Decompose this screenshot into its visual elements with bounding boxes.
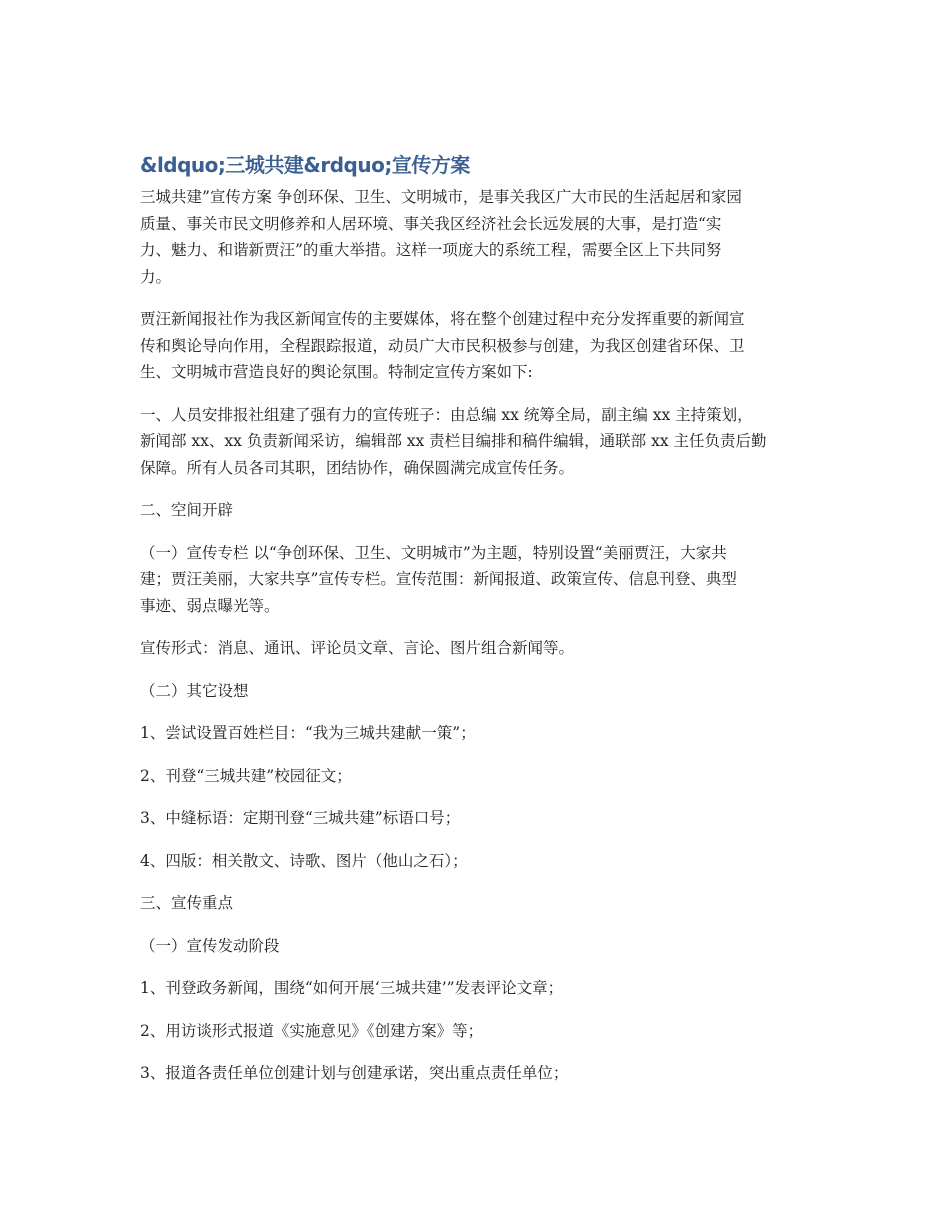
paragraph bbox=[140, 933, 820, 960]
paragraph bbox=[140, 1060, 820, 1087]
text-line: 二、空间开辟 bbox=[140, 501, 234, 519]
paragraph bbox=[140, 497, 820, 524]
text-line: 3、中缝标语：定期刊登“三城共建”标语口号； bbox=[140, 809, 461, 827]
text-line: （一）宣传发动阶段 bbox=[140, 936, 280, 955]
paragraph bbox=[140, 402, 820, 482]
text-line: 2、用访谈形式报道《实施意见》《创建方案》等； bbox=[140, 1021, 484, 1040]
paragraph bbox=[140, 763, 820, 790]
text-line: 4、四版：相关散文、诗歌、图片（他山之石）； bbox=[140, 851, 468, 870]
paragraph bbox=[140, 306, 820, 386]
text-line: 生、文明城市营造良好的舆论氛围。特制定宣传方案如下: bbox=[140, 363, 533, 381]
text-line: 事迹、弱点曝光等。 bbox=[140, 596, 280, 615]
paragraph bbox=[140, 1018, 820, 1045]
text-line: （二）其它设想 bbox=[140, 681, 249, 700]
text-line: 建；贾汪美丽，大家共享”宣传专栏。宣传范围：新闻报道、政策宣传、信息刊登、典型 bbox=[140, 570, 737, 588]
text-line: 三、宣传重点 bbox=[140, 894, 234, 912]
text-line: 2、刊登“三城共建”校园征文； bbox=[140, 766, 352, 785]
text-line: 一、人员安排报社组建了强有力的宣传班子：由总编 xx 统筹全局，副主编 xx 主持策划， bbox=[140, 405, 753, 424]
paragraph bbox=[140, 975, 820, 1002]
text-line: （一）宣传专栏 以“争创环保、卫生、文明城市”为主题，特别设置“美丽贾汪，大家共 bbox=[140, 543, 727, 562]
text-line: 贾汪新闻报社作为我区新闻宣传的主要媒体，将在整个创建过程中充分发挥重要的新闻宣 bbox=[140, 310, 745, 328]
document-body bbox=[140, 184, 820, 1087]
paragraph bbox=[140, 678, 820, 705]
document-page bbox=[140, 150, 820, 1103]
text-line: 1、尝试设置百姓栏目：“我为三城共建献一策”； bbox=[140, 724, 476, 742]
text-line: 传和舆论导向作用，全程跟踪报道，动员广大市民积极参与创建，为我区创建省环保、卫 bbox=[140, 336, 745, 355]
paragraph bbox=[140, 848, 820, 875]
text-line: 质量、事关市民文明修养和人居环境、事关我区经济社会长远发展的大事，是打造“实 bbox=[140, 214, 722, 233]
text-line: 力、魅力、和谐新贾汪”的重大举措。这样一项庞大的系统工程，需要全区上下共同努 bbox=[140, 241, 722, 259]
text-line: 保障。所有人员各司其职，团结协作，确保圆满完成宣传任务。 bbox=[140, 458, 575, 477]
text-line: 新闻部 xx、xx 负责新闻采访，编辑部 xx 责栏目编排和稿件编辑，通联部 xx 主任负责后勤 bbox=[140, 432, 767, 450]
paragraph bbox=[140, 805, 820, 832]
paragraph bbox=[140, 890, 820, 917]
text-line: 力。 bbox=[140, 267, 172, 286]
text-line: 三城共建”宣传方案 争创环保、卫生、文明城市，是事关我区广大市民的生活起居和家园 bbox=[140, 188, 742, 206]
text-line: 1、刊登政务新闻，围绕“如何开展‘三城共建’”发表评论文章； bbox=[140, 979, 564, 997]
paragraph bbox=[140, 540, 820, 620]
text-line: 宣传形式：消息、通讯、评论员文章、言论、图片组合新闻等。 bbox=[140, 639, 575, 657]
paragraph bbox=[140, 635, 820, 662]
document-title: &ldquo;三城共建&rdquo;宣传方案 bbox=[140, 153, 470, 177]
paragraph bbox=[140, 720, 820, 747]
paragraph bbox=[140, 184, 820, 290]
text-line: 3、报道各责任单位创建计划与创建承诺，突出重点责任单位； bbox=[140, 1064, 569, 1082]
